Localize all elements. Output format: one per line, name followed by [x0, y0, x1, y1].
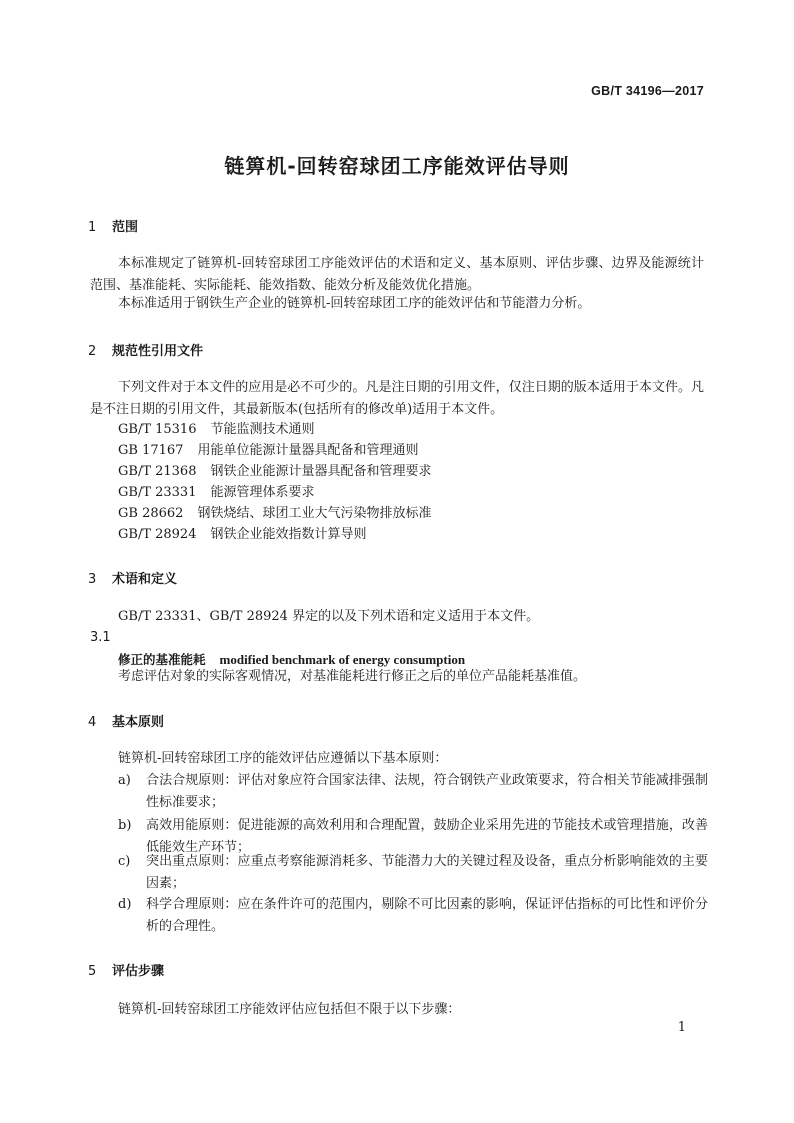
list-item: [118, 894, 708, 938]
page-number: 1: [677, 1020, 686, 1035]
list-text: 合法合规原则：评估对象应符合国家法律、法规，符合钢铁产业政策要求，符合相关节能减排强制性标准要求；: [146, 773, 708, 810]
list-label: a): [118, 773, 131, 788]
section-5-heading: [88, 960, 164, 979]
section-4-heading: [88, 711, 164, 730]
list-item: [118, 851, 708, 895]
reference-item: [118, 525, 367, 545]
section-number: 2: [88, 344, 97, 359]
list-text: 突出重点原则：应重点考察能源消耗多、节能潜力大的关键过程及设备，重点分析影响能效的主要因素；: [146, 854, 708, 891]
reference-title: 钢铁企业能源计量器具配备和管理要求: [210, 464, 432, 479]
reference-item: [118, 483, 315, 503]
list-label: d): [118, 897, 132, 912]
reference-title: 钢铁企业能效指数计算导则: [210, 527, 367, 542]
reference-item: [118, 420, 315, 440]
list-label: c): [118, 854, 131, 869]
reference-item: [118, 441, 418, 461]
section-title: 基本原则: [112, 715, 165, 730]
section-1-heading: [88, 216, 138, 235]
reference-title: 钢铁烧结、球团工业大气污染物排放标准: [197, 506, 432, 521]
section-title: 规范性引用文件: [112, 344, 204, 359]
section-4-intro: 链箅机-回转窑球团工序的能效评估应遵循以下基本原则：: [118, 751, 448, 766]
reference-title: 节能监测技术通则: [210, 422, 315, 437]
section-3-intro: GB/T 23331、GB/T 28924 界定的以及下列术语和定义适用于本文件。: [118, 609, 540, 624]
term-name-en: modified benchmark of energy consumption: [219, 652, 466, 667]
section-1-paragraph-1: 本标准规定了链箅机-回转窑球团工序能效评估的术语和定义、基本原则、评估步骤、边界及能源统计范围、基准能耗、实际能耗、能效指数、能效分析及能效优化措施。: [90, 256, 704, 293]
section-3-heading: [88, 568, 177, 587]
section-5-intro: 链箅机-回转窑球团工序能效评估应包括但不限于以下步骤：: [118, 1002, 461, 1017]
section-title: 评估步骤: [112, 964, 165, 979]
list-item: [118, 770, 708, 814]
reference-code: GB/T 28924: [118, 527, 197, 542]
section-2-heading: [88, 340, 203, 359]
list-text: 高效用能原则：促进能源的高效利用和合理配置，鼓励企业采用先进的节能技术或管理措施，改善低能效生产环节；: [146, 818, 708, 855]
section-title: 术语和定义: [112, 572, 178, 587]
reference-code: GB 28662: [118, 506, 184, 521]
section-number: 1: [88, 220, 97, 235]
section-number: 5: [88, 964, 97, 979]
reference-code: GB/T 15316: [118, 422, 197, 437]
reference-title: 用能单位能源计量器具配备和管理通则: [197, 443, 419, 458]
standard-number: GB/T 34196—2017: [591, 84, 704, 98]
reference-code: GB/T 21368: [118, 464, 197, 479]
reference-code: GB/T 23331: [118, 485, 197, 500]
reference-item: [118, 462, 432, 482]
document-title: 链箅机-回转窑球团工序能效评估导则: [224, 154, 570, 178]
section-1-paragraph-2: 本标准适用于钢铁生产企业的链箅机-回转窑球团工序的能效评估和节能潜力分析。: [118, 296, 591, 311]
term-name-zh: 修正的基准能耗: [118, 652, 206, 667]
reference-title: 能源管理体系要求: [210, 485, 315, 500]
section-number: 4: [88, 715, 97, 730]
term-definition: 考虑评估对象的实际客观情况，对基准能耗进行修正之后的单位产品能耗基准值。: [118, 669, 587, 684]
reference-item: [118, 504, 431, 524]
term-number: 3.1: [90, 630, 111, 645]
list-text: 科学合理原则：应在条件许可的范围内，剔除不可比因素的影响，保证评估指标的可比性和评价分析的合理性。: [146, 897, 708, 934]
section-2-intro: 下列文件对于本文件的应用是必不可少的。凡是注日期的引用文件，仅注日期的版本适用于本文件。凡是不注日期的引用文件，其最新版本(包括所有的修改单)适用于本文件。: [90, 380, 704, 417]
reference-code: GB 17167: [118, 443, 184, 458]
section-title: 范围: [112, 220, 139, 235]
list-label: b): [118, 818, 132, 833]
section-number: 3: [88, 572, 97, 587]
